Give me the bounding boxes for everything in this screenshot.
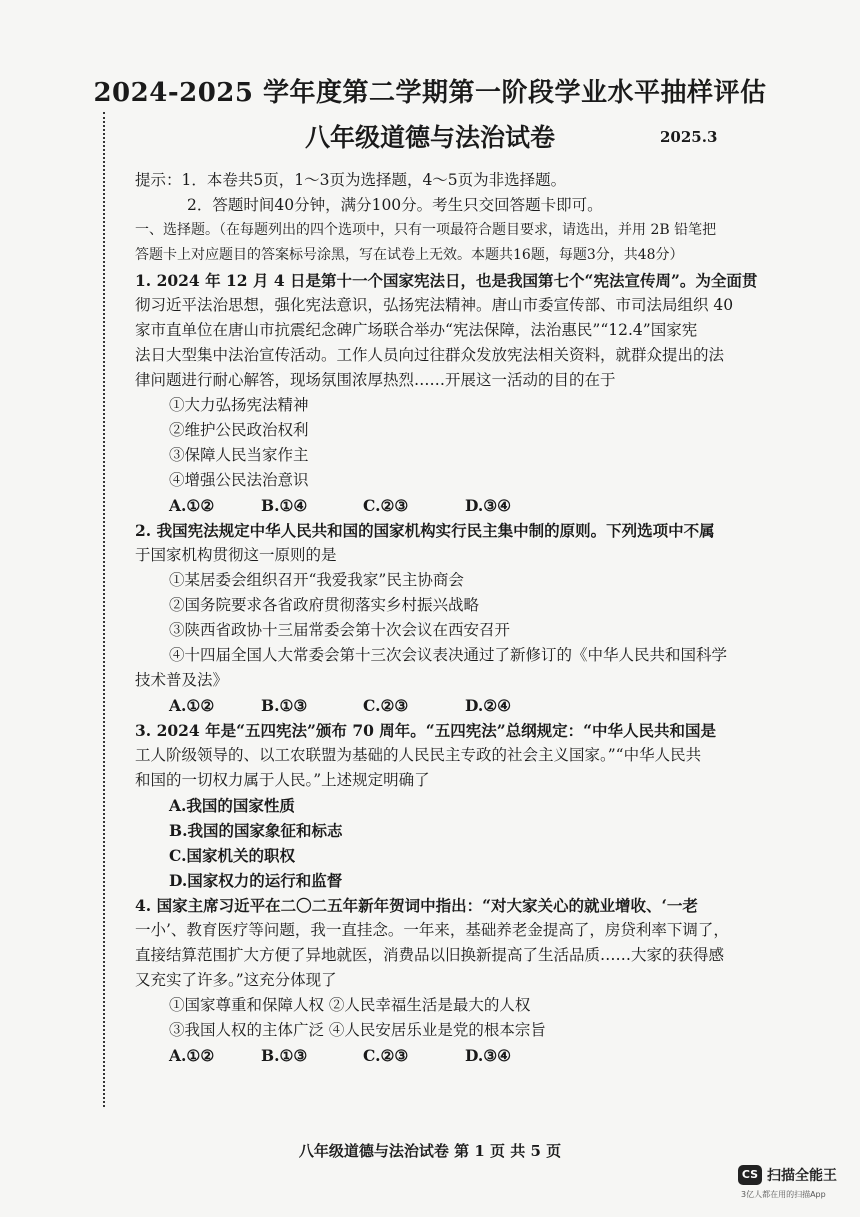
q2-item: ③陕西省政协十三届常委会第十次会议在西安召开 [169,621,511,639]
exam-date: 2025.3 [660,128,718,146]
q1-stem-line: 律问题进行耐心解答，现场氛围浓厚热烈……开展这一活动的目的在于 [135,371,616,389]
q4-stem-line: 一小’、教育医疗等问题，我一直挂念。一年来，基础养老金提高了，房贷利率下调了， [135,921,729,939]
q2-option-c: C.②③ [363,696,409,715]
q2-options [135,693,760,718]
q1-option-c: C.②③ [363,496,409,515]
q1-option-d: D.③④ [465,496,512,515]
q2-stem-line: 2. 我国宪法规定中华人民共和国的国家机构实行民主集中制的原则。下列选项中不属 [135,521,715,540]
q3-stem-line: 工人阶级领导的、以工农联盟为基础的人民民主专政的社会主义国家。”“中华人民共 [135,746,702,764]
section-intro-line-1: 一、选择题。（在每题列出的四个选项中，只有一项最符合题目要求，请选出，并用 2B 铅笔把 [135,222,717,238]
q1-option-a: A.①② [169,496,215,515]
q4-item: ③我国人权的主体广泛 ④人民安居乐业是党的根本宗旨 [169,1021,546,1039]
note-line-1: 提示：1．本卷共5页，1～3页为选择题，4～5页为非选择题。 [135,171,567,189]
note-line-2: 2．答题时间40分钟，满分100分。考生只交回答题卡即可。 [187,196,603,214]
q1-options [135,493,760,518]
q3-option-b: B.我国的国家象征和标志 [169,821,343,840]
section-intro-line-2: 答题卡上对应题目的答案标号涂黑，写在试卷上无效。本题共16题，每题3分，共48分） [135,247,684,263]
q4-stem-line: 又充实了许多。”这充分体现了 [135,971,337,989]
q4-option-c: C.②③ [363,1046,409,1065]
q2-item: ②国务院要求各省政府贯彻落实乡村振兴战略 [169,596,480,614]
q4-stem-line: 直接结算范围扩大方便了异地就医，消费品以旧换新提高了生活品质……大家的获得感 [135,946,725,964]
q4-stem-line: 4. 国家主席习近平在二〇二五年新年贺词中指出：“对大家关心的就业增收、‘一老 [135,896,698,915]
q4-option-a: A.①② [169,1046,215,1065]
binding-dotted-line [103,112,105,1107]
q3-stem-line: 3. 2024 年是“五四宪法”颁布 70 周年。“五四宪法”总纲规定：“中华人民共和国是 [135,721,717,740]
q3-option-d: D.国家权力的运行和监督 [169,871,343,890]
q1-stem-line: 彻习近平法治思想，强化宪法意识，弘扬宪法精神。唐山市委宣传部、市司法局组织 40 [135,296,734,314]
q4-option-b: B.①③ [261,1046,308,1065]
q3-option-a: A.我国的国家性质 [169,796,295,815]
q2-item-continued: 技术普及法》 [135,671,229,689]
exam-title: 2024-2025 学年度第二学期第一阶段学业水平抽样评估 [93,78,767,108]
q4-options [135,1043,760,1068]
q1-stem-line: 家市直单位在唐山市抗震纪念碑广场联合举办“宪法保障，法治惠民”“12.4”国家宪 [135,321,698,339]
scanner-app-name: 扫描全能王 [767,1168,837,1184]
exam-body [135,168,760,1068]
scanner-watermark [735,1162,855,1202]
q1-stem-line: 1. 2024 年 12 月 4 日是第十一个国家宪法日，也是我国第七个“宪法宣传周”。为全面贯 [135,271,758,290]
q2-option-a: A.①② [169,696,215,715]
page-footer: 八年级道德与法治试卷 第 1 页 共 5 页 [298,1142,562,1160]
q2-option-d: D.②④ [465,696,512,715]
q2-item: ①某居委会组织召开“我爱我家”民主协商会 [169,571,464,589]
q1-item: ③保障人民当家作主 [169,446,309,464]
scanner-logo-icon: CS [738,1165,762,1185]
q1-stem-line: 法日大型集中法治宣传活动。工作人员向过往群众发放宪法相关资料，就群众提出的法 [135,346,725,364]
q1-item: ①大力弘扬宪法精神 [169,396,309,414]
q4-option-d: D.③④ [465,1046,512,1065]
q3-option-c: C.国家机关的职权 [169,846,295,865]
q2-stem-line: 于国家机构贯彻这一原则的是 [135,546,337,564]
q1-item: ②维护公民政治权利 [169,421,309,439]
q4-item: ①国家尊重和保障人权 ②人民幸福生活是最大的人权 [169,996,531,1014]
exam-subtitle: 八年级道德与法治试卷 [304,123,555,152]
scanner-tagline: 3亿人都在用的扫描App [741,1190,826,1199]
q1-option-b: B.①④ [261,496,308,515]
q2-item: ④十四届全国人大常委会第十三次会议表决通过了新修订的《中华人民共和国科学 [169,646,728,664]
q3-stem-line: 和国的一切权力属于人民。”上述规定明确了 [135,771,430,789]
q2-option-b: B.①③ [261,696,308,715]
q1-item: ④增强公民法治意识 [169,471,309,489]
